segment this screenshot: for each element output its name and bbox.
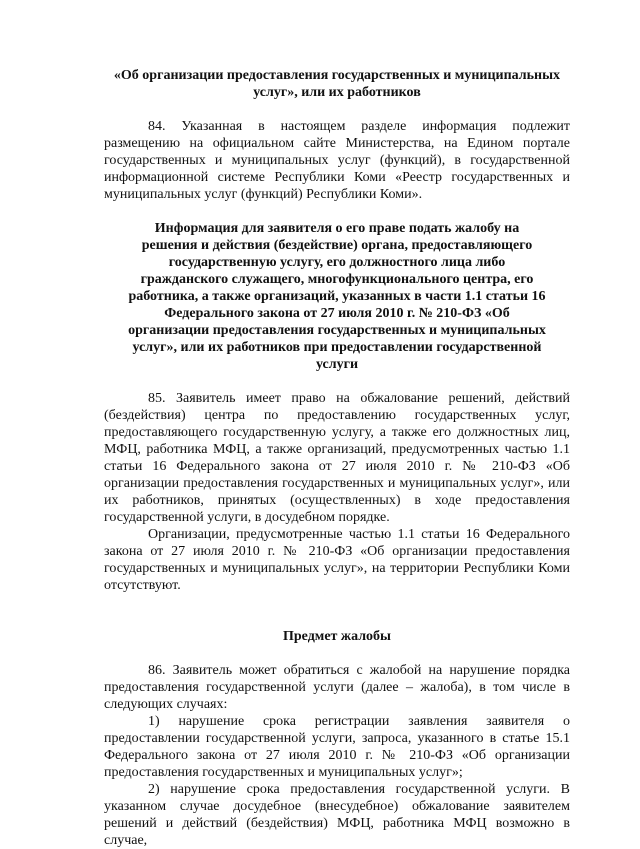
paragraph-86-item-1: 1) нарушение срока регистрации заявления заявителя о предоставлении государственной услуги, запроса, указанного в статье 15.1 Федерального закона от 27 июля 2010 г. № 210-ФЗ «Об организации предоставления государственных и муниципальных услуг»; [104,714,570,780]
top-heading: «Об организации предоставления государственных и муниципальных услуг», или их работников [113,68,561,100]
paragraph-84: 84. Указанная в настоящем разделе информация подлежит размещению на официальном сайте Министерства, на Едином портале государственных и муниципальных услуг (функций), в государственной информационной системе Республики Коми «Реестр государственных и муниципальных услуг (функций) Республики Коми». [104,119,570,202]
paragraph-86-item-2: 2) нарушение срока предоставления государственной услуги. В указанном случае досудебное (внесудебное) обжалование заявителем решений и действий (бездействия) МФЦ, работника МФЦ возможно в случае, [104,782,570,848]
paragraph-85-organizations: Организации, предусмотренные частью 1.1 статьи 16 Федерального закона от 27 июля 2010 г. № 210-ФЗ «Об организации предоставления государственных и муниципальных услуг», на территории Республики Коми отсутствуют. [104,527,570,593]
subject-heading: Предмет жалобы [283,629,391,644]
paragraph-86: 86. Заявитель может обратиться с жалобой на нарушение порядка предоставления государственной услуги (далее – жалоба), в том числе в следующих случаях: [104,663,570,712]
paragraph-85: 85. Заявитель имеет право на обжалование решений, действий (бездействия) центра по предоставлению государственных услуг, предоставляющего государственную услугу, а также его должностных лиц, МФЦ, работника МФЦ, а также организаций, предусмотренных частью 1.1 статьи 16 Федерального закона от 27 июля 2010 г. № 210-ФЗ «Об организации предоставления государственных и муниципальных услуг», или их работников, принятых (осуществленных) в ходе предоставления государственной услуги, в досудебном порядке. [104,391,570,525]
document-content [104,67,570,849]
info-heading: Информация для заявителя о его праве подать жалобу на решения и действия (бездействие) органа, предоставляющего государственную услугу, его должностного лица либо гражданского служащего, многофункционального центра, его работника, а также организаций, указанных в части 1.1 статьи 16 Федерального закона от 27 июля 2010 г. № 210-ФЗ «Об организации предоставления государственных и муниципальных услуг», или их работников при предоставлении государственной услуги [128,221,546,372]
